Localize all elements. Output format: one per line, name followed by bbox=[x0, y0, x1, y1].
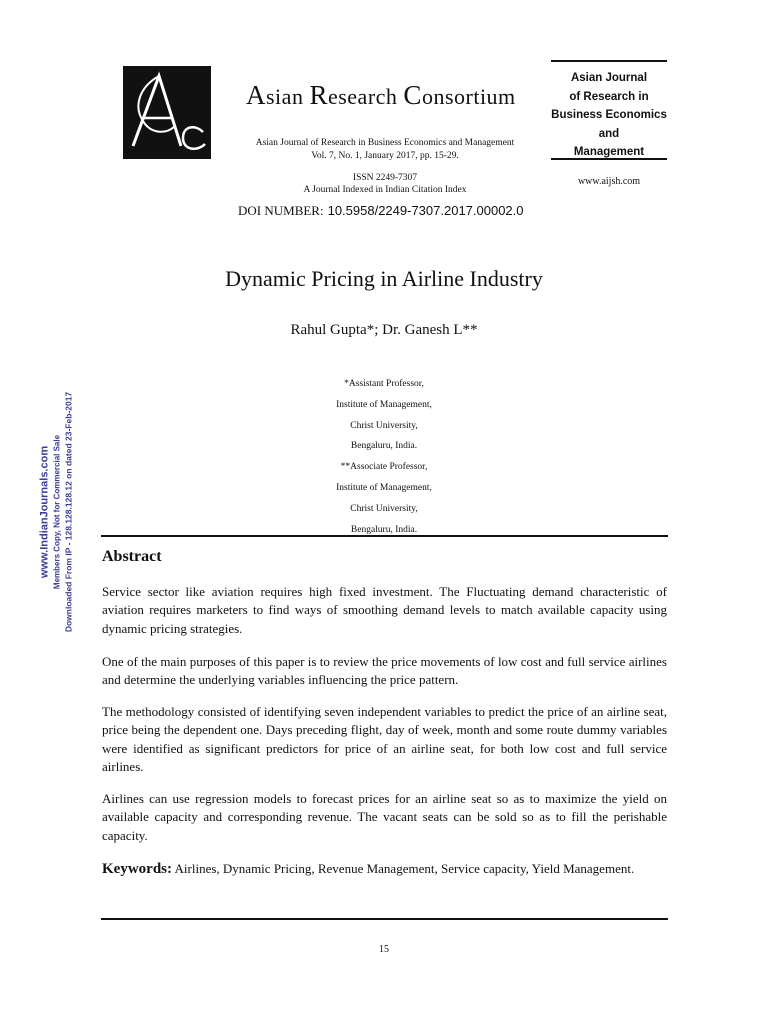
indexed-line: A Journal Indexed in Indian Citation Index bbox=[303, 185, 467, 195]
paper-title: Dynamic Pricing in Airline Industry bbox=[225, 266, 543, 291]
journal-box-line: and bbox=[598, 127, 620, 140]
affiliation-line: Institute of Management, bbox=[336, 399, 432, 410]
journal-url[interactable]: www.aijsh.com bbox=[577, 176, 641, 187]
volume-line: Vol. 7, No. 1, January 2017, pp. 15-29. bbox=[311, 151, 459, 161]
affiliation-line: Institute of Management, bbox=[336, 482, 432, 493]
affiliation-line: Bengaluru, India. bbox=[350, 524, 418, 535]
section-divider-bottom bbox=[101, 918, 668, 920]
watermark-download-info: Downloaded From IP - 128.128.128.12 on dated 23-Feb-2017 bbox=[63, 391, 74, 633]
journal-box-line: of Research in bbox=[569, 90, 649, 103]
abstract-paragraph: One of the main purposes of this paper is to review the price movements of low cost and full service airlines and determine the underlying variables influencing the price pattern. bbox=[102, 654, 667, 688]
journal-box-line: Management bbox=[573, 146, 645, 158]
journal-name-box bbox=[551, 60, 667, 160]
journal-name-line: Asian Journal of Research in Business Economics and Management bbox=[255, 138, 515, 148]
issn-line: ISSN 2249-7307 bbox=[352, 173, 418, 183]
abstract-paragraph: Airlines can use regression models to forecast prices for an airline seat so as to maximize the yield on available capacity and corresponding revenue. The vacant seats can be sold so as to fill the perishable capacity. bbox=[102, 791, 667, 843]
abstract-paragraph: The methodology consisted of identifying seven independent variables to predict the price of an airline seat, price being the dependent one. Days preceding flight, day of week, month and some route dummy variables were identified as significant predictors for price of an airline seat, for both low cost and full service airlines. bbox=[102, 704, 667, 775]
keywords-label: Keywords: bbox=[102, 861, 172, 877]
doi-line bbox=[238, 203, 524, 219]
watermark-notice: Members Copy, Not for Commercial Sale bbox=[52, 434, 62, 590]
watermark-site: www.IndianJournals.com bbox=[38, 445, 51, 579]
section-divider-top bbox=[101, 535, 668, 537]
author-affiliations bbox=[284, 374, 484, 540]
arc-logo-graphic bbox=[123, 66, 211, 159]
journal-logo bbox=[123, 66, 211, 159]
journal-box-line: Business Economics bbox=[551, 109, 667, 121]
affiliation-line: **Associate Professor, bbox=[340, 462, 428, 473]
keywords-section bbox=[102, 860, 667, 878]
affiliation-line: Bengaluru, India. bbox=[350, 441, 418, 452]
page-number: 15 bbox=[379, 944, 389, 955]
doi-value[interactable]: 10.5958/2249-7307.2017.00002.0 bbox=[327, 203, 524, 218]
affiliation-line: Christ University, bbox=[350, 503, 418, 514]
keywords-text: Airlines, Dynamic Pricing, Revenue Management, Service capacity, Yield Management. bbox=[172, 861, 635, 876]
abstract-paragraph: Service sector like aviation requires high fixed investment. The Fluctuating demand characteristic of aviation requires marketers to find ways of smoothing demand levels to match available capacity using dynamic pricing strategies. bbox=[102, 584, 667, 636]
affiliation-line: *Assistant Professor, bbox=[344, 379, 424, 389]
affiliation-line: Christ University, bbox=[350, 420, 418, 431]
consortium-title: Asian Research Consortium bbox=[246, 80, 516, 110]
doi-label: DOI NUMBER: bbox=[238, 203, 324, 218]
paper-authors: Rahul Gupta*; Dr. Ganesh L** bbox=[290, 322, 478, 338]
abstract-heading: Abstract bbox=[102, 548, 162, 565]
journal-box-line: Asian Journal bbox=[570, 72, 648, 84]
